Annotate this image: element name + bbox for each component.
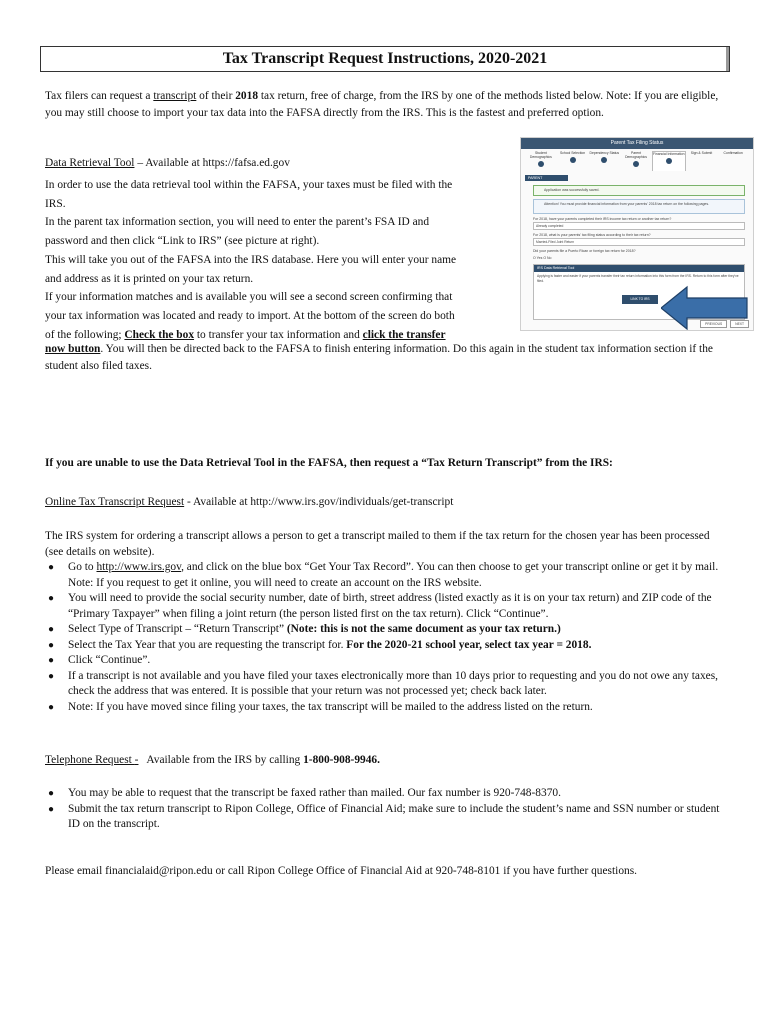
online-request-line: Online Tax Transcript Request - Available at http://www.irs.gov/individuals/get-transcript: [45, 496, 454, 508]
step-tab-active: Financial Information: [652, 151, 686, 171]
screenshot-header: Parent Tax Filing Status: [521, 138, 753, 149]
drt-line: If your information matches and is available you will see a second screen confirming that: [45, 291, 453, 304]
bullet-icon: ●: [48, 593, 55, 604]
link-to-irs-button: LINK TO IRS: [622, 295, 658, 304]
list-item: ● If a transcript is not available and you have filed your taxes electronically more than 10 days prior to requesting and you do not owe any taxes, check the address that was entered. It is possible that your return was not processed yet; check back later.: [48, 669, 719, 697]
list-item: ● Click “Continue”.: [45, 653, 725, 669]
online-request-heading: Online Tax Transcript Request: [45, 496, 185, 508]
step-tab: Sign & Submit: [690, 151, 713, 155]
check-icon: [570, 157, 576, 163]
section-label: PARENT INFORMATION: [525, 175, 568, 181]
list-item: ● You may be able to request that the transcript be faxed rather than mailed. Our fax number is 920-748-8370.: [45, 786, 725, 802]
drt-panel-title: IRS Data Retrieval Tool: [534, 265, 744, 272]
telephone-section: [45, 786, 725, 833]
telephone-request-line: Telephone Request - Available from the IRS by calling 1-800-908-9946.: [45, 754, 380, 766]
question: Did your parents file a Puerto Rican or foreign tax return for 2018?: [533, 249, 636, 253]
attention-alert: Attention! You must provide financial information from your parents' 2018 tax return on the following pages.: [533, 199, 745, 214]
previous-button: PREVIOUS: [700, 320, 727, 328]
drt-line: password and then click “Link to IRS” (see picture at right).: [45, 235, 320, 248]
radio-options: O Yes O No: [533, 256, 552, 260]
drt-line: your tax information was located and ready to import. At the bottom of the screen do both: [45, 309, 455, 322]
telephone-list: [45, 786, 725, 833]
irs-phone-number: 1-800-908-9946.: [303, 754, 380, 766]
drt-line: This will take you out of the FAFSA into the IRS database. Here you will enter your name: [45, 253, 457, 266]
irs-system-text: The IRS system for ordering a transcript allows a person to get a transcript mailed to them if the tax return for the chosen year has been processed (see details on website).: [45, 530, 710, 558]
drt-panel-text: Applying is faster and easier if your parents transfer their tax return information into this form from the IRS. Return to this form after they've filed.: [537, 274, 739, 283]
drt-line: In order to use the data retrieval tool within the FAFSA, your taxes must be filed with the: [45, 179, 453, 191]
step-tabs: [521, 149, 753, 173]
drt-line: IRS.: [45, 197, 66, 210]
step-tab: Parent Demographics: [620, 151, 652, 171]
closing-paragraph: Please email financialaid@ripon.edu or call Ripon College Office of Financial Aid at 920-748-8101 if you have further questions.: [45, 865, 637, 877]
step-tab: Dependency Status: [588, 151, 620, 171]
irs-heading: If you are unable to use the Data Retrieval Tool in the FAFSA, then request a “Tax Return Transcript” from the IRS:: [45, 457, 613, 469]
list-item: ● Select Type of Transcript – “Return Transcript” (Note: this is not the same document as your tax return.): [45, 622, 725, 638]
step-tab: School Selection: [557, 151, 589, 171]
drt-instructions: [45, 176, 510, 344]
check-icon: [538, 161, 544, 167]
drt-line: In the parent tax information section, you will need to enter the parent’s FSA ID and: [45, 216, 430, 229]
irs-online-section: [45, 529, 725, 715]
check-icon: [601, 157, 607, 163]
answer-select: Married-Filed Joint Return: [533, 238, 745, 246]
drt-line: of the following; Check the box to transfer your tax information and click the transfer: [45, 328, 446, 341]
success-alert: Application was successfully saved.: [533, 185, 745, 196]
answer-select: Already completed: [533, 222, 745, 230]
fafsa-screenshot: [520, 137, 754, 331]
step-tab: Confirmation: [723, 151, 743, 155]
drt-tail-paragraph: now button. You will then be directed back to the FAFSA to finish entering information. Do this again in the student tax information section if the student also filed taxes.: [45, 343, 713, 372]
list-item: ● Note: If you have moved since filing your taxes, the tax transcript will be mailed to the address listed on the return.: [45, 700, 725, 716]
bullet-icon: ●: [48, 670, 55, 682]
check-icon: [633, 161, 639, 167]
next-button: NEXT: [730, 320, 749, 328]
bullet-icon: ●: [48, 788, 55, 799]
bullet-icon: ●: [48, 803, 55, 815]
irs-steps-list: [45, 560, 725, 715]
list-item: ● Submit the tax return transcript to Ripon College, Office of Financial Aid; make sure to include the student’s name and SSN number or student ID on the transcript.: [48, 802, 720, 830]
question: For 2018, have your parents completed their IRS income tax return or another tax return?: [533, 217, 672, 221]
page-title: Tax Transcript Request Instructions, 2020-2021: [40, 46, 730, 72]
step-tab: Student Demographics: [525, 151, 557, 171]
left-arrow-icon: [661, 285, 751, 331]
intro-paragraph: Tax filers can request a transcript of their 2018 tax return, free of charge, from the IRS by one of the methods listed below. Note: If you are eligible, you may still choose to import your tax data into the FAFSA directly from the IRS. This is the fastest and preferred option.: [45, 90, 719, 119]
bullet-icon: ●: [48, 624, 55, 635]
list-item: ● You will need to provide the social security number, date of birth, street address (listed exactly as it is on your tax return) and ZIP code of the “Primary Taxpayer” when filing a joint return (the person listed first on the tax return). Click “Continue”.: [48, 592, 712, 620]
drt-heading: Data Retrieval Tool: [45, 157, 135, 169]
drt-heading-line: Data Retrieval Tool – Available at https://fafsa.ed.gov: [45, 157, 290, 169]
list-item: ● Select the Tax Year that you are requesting the transcript for. For the 2020-21 school year, select tax year = 2018.: [45, 638, 725, 654]
bullet-icon: ●: [48, 701, 55, 713]
transcript-link[interactable]: transcript: [153, 90, 197, 102]
bullet-icon: ●: [48, 562, 55, 573]
irs-link[interactable]: http://www.irs.gov: [96, 561, 182, 573]
list-item: ● Go to http://www.irs.gov, and click on the blue box “Get Your Tax Record”. You can then choose to get your transcript online or get it by mail. Note: If you request to get it online, you will need to create an account on the IRS website.: [48, 561, 719, 589]
question: For 2018, what is your parents' tax filing status according to their tax return?: [533, 233, 651, 237]
bullet-icon: ●: [48, 655, 55, 666]
drt-line: and address as it is printed on your tax return.: [45, 272, 254, 285]
check-icon: [666, 158, 672, 164]
bullet-icon: ●: [48, 639, 55, 651]
telephone-heading: Telephone Request -: [45, 754, 139, 766]
